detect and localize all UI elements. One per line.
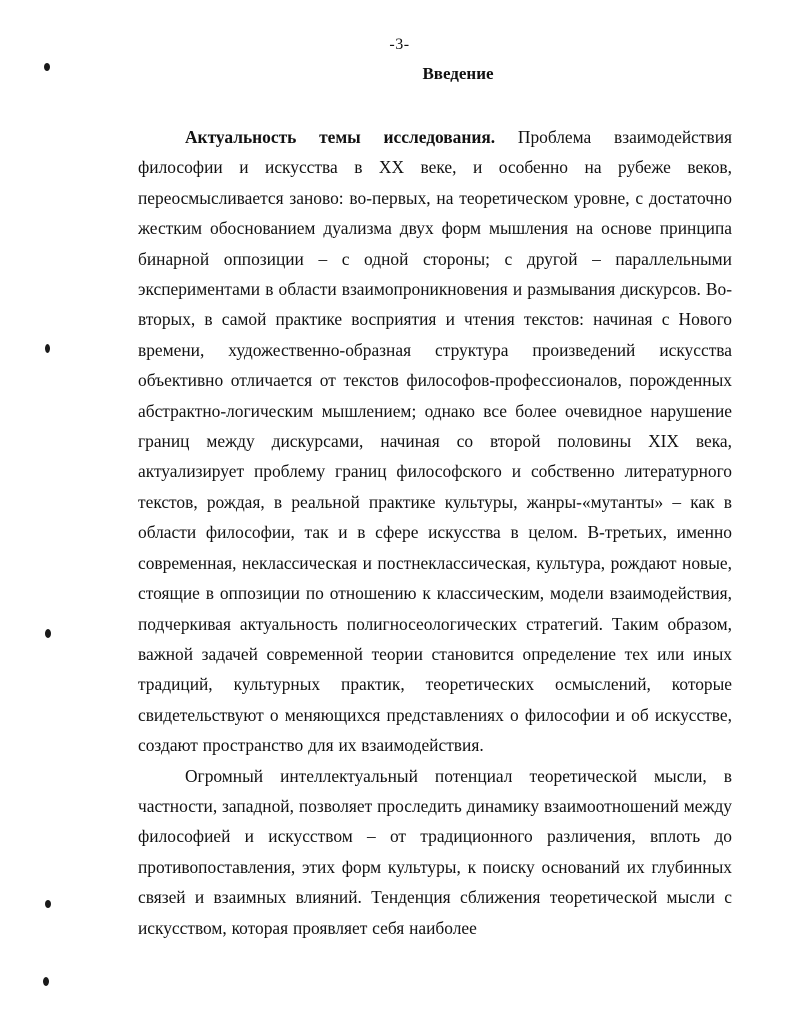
paragraph-text: Проблема взаимодействия философии и искусства в XX веке, и особенно на рубеже веков, переосмысливается заново: во-первых, на теоретическом уровне, с достаточно жестким обоснованием дуализма двух форм мышления на основе принципа бинарной оппозиции – с одной стороны; с другой – параллельными экспериментами в области взаимопроникновения и размывания дискурсов. Во-вторых, в самой практике восприятия и чтения текстов: начиная с Нового времени, художественно-образная структура произведений искусства объективно отличается от текстов философов-профессионалов, порожденных абстрактно-логическим мышлением; однако все более очевидное нарушение границ между дискурсами, начиная со второй половины XIX века, актуализирует проблему границ философского и собственно литературного текстов, рождая, в реальной практике культуры, жанры-«мутанты» – как в области философии, так и в сфере искусства в целом. В-третьих, именно современная, неклассическая и постнеклассическая, культура, рождают новые, стоящие в оппозиции по отношению к классическим, модели взаимодействия, подчеркивая актуальность полигносеологических стратегий. Таким образом, важной задачей современной теории становится определение тех или иных традиций, культурных практик, теоретических осмыслений, которые свидетельствуют о меняющихся представлениях о философии и об искусстве, создают пространство для их взаимодействия. [138, 127, 732, 756]
scan-mark [45, 900, 51, 908]
paragraph-relevance [138, 122, 732, 761]
scan-mark [43, 977, 49, 986]
paragraph-lead-heading: Актуальность темы исследования. [185, 127, 496, 147]
body-text [138, 122, 732, 943]
paragraph-potential [138, 761, 732, 943]
scan-mark [45, 344, 50, 353]
scan-mark [44, 63, 50, 71]
section-title: Введение [422, 64, 494, 83]
scan-mark [45, 629, 51, 638]
paragraph-text: Огромный интеллектуальный потенциал теоретической мысли, в частности, западной, позволяет проследить динамику взаимоотношений между философией и искусством – от традиционного различения, вплоть до противопоставления, этих форм культуры, к поиску оснований их глубинных связей и взаимных влияний. Тенденция сближения теоретической мысли с искусством, которая проявляет себя наиболее [138, 765, 732, 938]
page-number: -3- [389, 36, 410, 53]
